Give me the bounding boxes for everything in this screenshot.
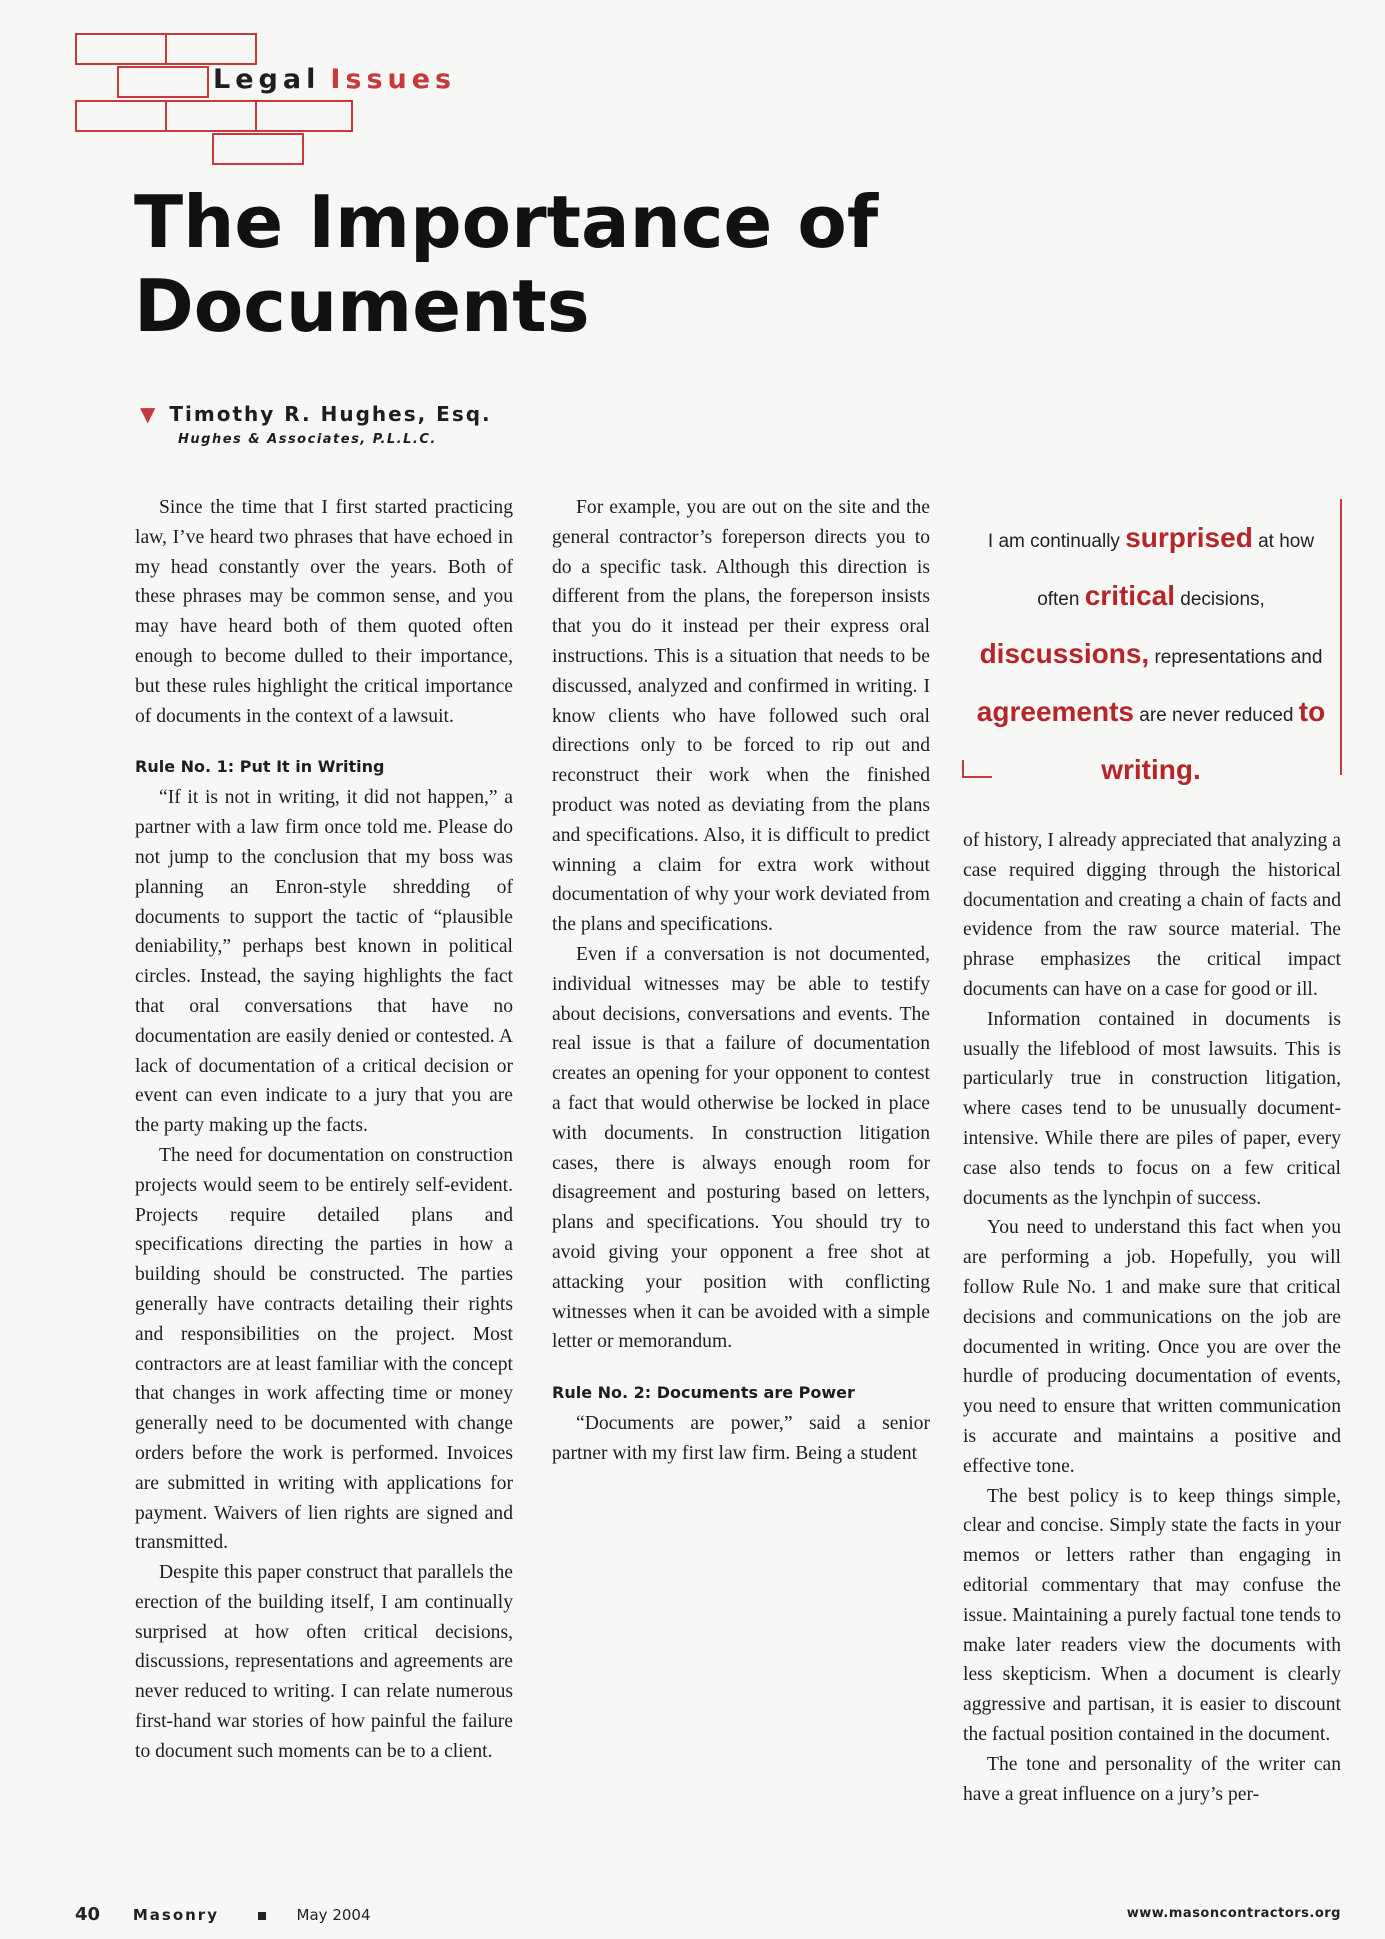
page-footer bbox=[75, 1904, 1341, 1925]
pq-emphasis: surprised bbox=[1125, 522, 1253, 553]
pull-quote-rule bbox=[962, 760, 964, 778]
brick bbox=[165, 33, 257, 65]
section-word-legal: Legal bbox=[213, 64, 321, 95]
paragraph-text: of history, I already appreciated that analyzing a case required digging through the historical documentation and creating a chain of facts and evidence from the raw source material. The phrase emphasizes the critical impact documents can have on a case for good or ill. bbox=[963, 830, 1341, 1000]
brick bbox=[75, 100, 167, 132]
pull-quote bbox=[962, 499, 1342, 785]
pull-quote-rule bbox=[962, 776, 992, 778]
author-name: Timothy R. Hughes, Esq. bbox=[169, 402, 492, 426]
brick bbox=[255, 100, 353, 132]
brick bbox=[212, 133, 304, 165]
paragraph: “Documents are power,” said a senior partner with my first law firm. Being a student bbox=[552, 1413, 930, 1464]
pq-emphasis: agreements bbox=[976, 696, 1134, 727]
pq-text: representations and bbox=[1154, 647, 1323, 668]
article-title: The Importance of Documents bbox=[134, 180, 879, 348]
pq-text: I am continually bbox=[987, 531, 1120, 552]
pq-emphasis: critical bbox=[1084, 580, 1176, 611]
page-number: 40 bbox=[75, 1904, 101, 1925]
paragraph: Even if a conversation is not documented, individual witnesses may be able to testify about decisions, conversations and events. The real issue is that a failure of documentation creates an opening for your opponent to contest a fact that would otherwise be locked in place with documents. In construction litigation cases, there is always enough room for disagreement and posturing based on letters, plans and specifications. You should try to avoid giving your opponent a free shot at attacking your position with conflicting witnesses when it can be avoided with a simple letter or memorandum. bbox=[552, 943, 930, 1353]
paragraph: For example, you are out on the site and the general contractor’s foreperson directs you to do a specific task. Although this direction is different from the plans, the foreperson insists that you do it instead per their express oral instructions. This is a situation that needs to be discussed, analyzed and confirmed in writing. I know clients who have followed such oral directions only to be forced to rip out and reconstruct their work when the finished product was noted as deviating from the plans and specifications. Also, it is difficult to predict winning a claim for extra work without documentation of why your work deviated from the plans and specifications. bbox=[552, 497, 930, 936]
paragraph: The best policy is to keep things simple, clear and concise. Simply state the facts in your memos or letters rather than engaging in editorial commentary that may confuse the issue. Maintaining a purely factual tone tends to make later readers view the documents with less skepticism. When a document is clearly aggressive and partisan, it is easier to discount the factual position contained in the document. bbox=[963, 1485, 1341, 1745]
paragraph: The need for documentation on construction projects would seem to be entirely self-evident. Projects require detailed plans and specifications directing the parties in how a building should be constructed. The parties generally have contracts detailing their rights and responsibilities on the project. Most contractors are at least familiar with the concept that changes in work affecting time or money generally need to be documented with change orders before the work is performed. Invoices are submitted in writing with applications for payment. Waivers of lien rights are signed and transmitted. bbox=[135, 1144, 513, 1554]
column-1 bbox=[135, 493, 513, 1767]
pq-emphasis: to writing. bbox=[1101, 696, 1326, 785]
section-label bbox=[213, 64, 456, 95]
column-3 bbox=[963, 826, 1341, 1809]
website-url: www.masoncontractors.org bbox=[1126, 1906, 1341, 1921]
pq-text: at how often bbox=[1037, 531, 1315, 610]
subhead-rule-2: Rule No. 2: Documents are Power bbox=[552, 1383, 855, 1403]
brick bbox=[75, 33, 167, 65]
author-firm: Hughes & Associates, P.L.L.C. bbox=[178, 432, 437, 447]
paragraph: Since the time that I first started practicing law, I’ve heard two phrases that have echoed in my head constantly over the years. Both of these phrases may be common sense, and you may have heard both of them quoted often enough to become dulled to their importance, but these rules highlight the critical importance of documents in the context of a lawsuit. bbox=[135, 497, 513, 727]
section-word-issues: Issues bbox=[330, 64, 457, 95]
pq-emphasis: discussions, bbox=[979, 638, 1150, 669]
paragraph: Information contained in documents is usually the lifeblood of most lawsuits. This is particularly true in construction litigation, where cases tend to be unusually document-intensive. While there are piles of paper, every case also tends to focus on a few critical documents as the lynchpin of success. bbox=[963, 1008, 1341, 1209]
brick bbox=[117, 66, 209, 98]
paragraph: You need to understand this fact when you are performing a job. Hopefully, you will follow Rule No. 1 and make sure that critical decisions and communications on the job are documented in writing. Once you are over the hurdle of producing documentation of events, you need to ensure that written communication is accurate and maintains a positive and effective tone. bbox=[963, 1217, 1341, 1477]
square-bullet-icon bbox=[258, 1912, 266, 1920]
magazine-name: Masonry bbox=[132, 1906, 219, 1924]
paragraph: The tone and personality of the writer can have a great influence on a jury’s per- bbox=[963, 1753, 1341, 1805]
paragraph: “If it is not in writing, it did not happen,” a partner with a law firm once told me. Please do not jump to the conclusion that my boss was planning an Enron-style shredding of documents to support the tactic of “plausible deniability,” perhaps best known in political circles. Instead, the saying highlights the fact that oral conversations that have no documentation are easily denied or contested. A lack of documentation of a critical decision or event can even indicate to a jury that you are the party making up the facts. bbox=[135, 787, 513, 1137]
brick bbox=[165, 100, 257, 132]
subhead-rule-1: Rule No. 1: Put It in Writing bbox=[135, 757, 385, 777]
pq-text: decisions, bbox=[1180, 589, 1265, 610]
triangle-bullet-icon: ▼ bbox=[140, 402, 156, 426]
byline bbox=[140, 402, 492, 447]
paragraph-continued bbox=[963, 826, 1341, 1005]
pq-text: are never reduced bbox=[1139, 705, 1294, 726]
column-2 bbox=[552, 493, 930, 1469]
paragraph: Despite this paper construct that parallels the erection of the building itself, I am continually surprised at how often critical decisions, discussions, representations and agreements are never reduced to writing. I can relate numerous first-hand war stories of how painful the failure to document such moments can be to a client. bbox=[135, 1562, 513, 1762]
issue-date: May 2004 bbox=[296, 1906, 371, 1924]
